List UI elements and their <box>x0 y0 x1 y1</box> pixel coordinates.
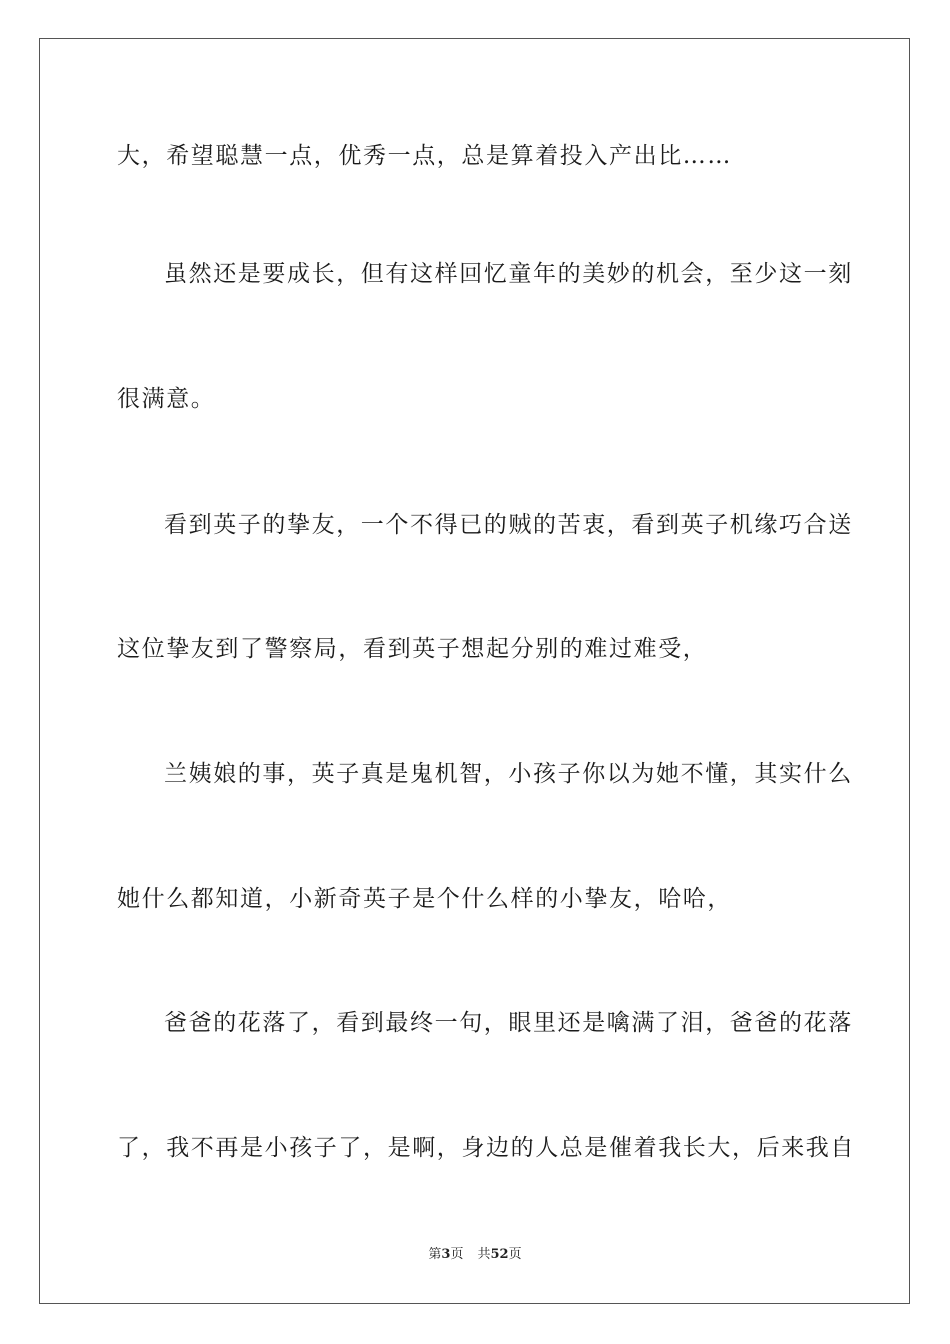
text-line: 了，我不再是小孩子了，是啊，身边的人总是催着我长大，后来我自 <box>117 1135 855 1161</box>
total-prefix: 共 <box>477 1247 491 1262</box>
text-line: 这位挚友到了警察局，看到英子想起分别的难过难受， <box>117 636 708 662</box>
page-suffix: 页 <box>450 1247 464 1262</box>
paragraph-first-line: 爸爸的花落了，看到最终一句，眼里还是噙满了泪，爸爸的花落 <box>164 1010 853 1036</box>
total-pages: 52 <box>490 1247 509 1262</box>
text-line: 大，希望聪慧一点，优秀一点，总是算着投入产出比…… <box>117 143 732 169</box>
page-frame <box>39 38 910 1304</box>
page-number: 3 <box>441 1247 451 1262</box>
paragraph-first-line: 兰姨娘的事，英子真是鬼机智，小孩子你以为她不懂，其实什么 <box>164 761 853 787</box>
text-line: 很满意。 <box>117 386 216 412</box>
paragraph-first-line: 虽然还是要成长，但有这样回忆童年的美妙的机会，至少这一刻 <box>164 261 853 287</box>
page-prefix: 第 <box>428 1247 442 1262</box>
text-line: 她什么都知道，小新奇英子是个什么样的小挚友，哈哈， <box>117 886 732 912</box>
paragraph-first-line: 看到英子的挚友，一个不得已的贼的苦衷，看到英子机缘巧合送 <box>164 512 853 538</box>
page-footer <box>0 1246 950 1264</box>
total-suffix: 页 <box>508 1247 522 1262</box>
